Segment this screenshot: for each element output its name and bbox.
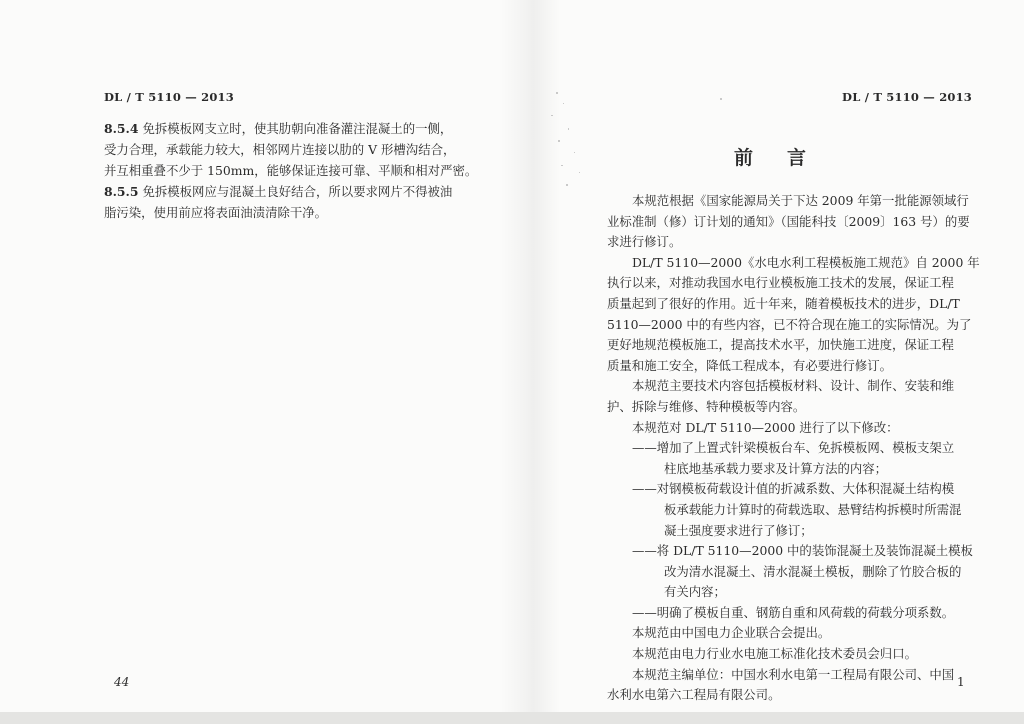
preface-line: DL/T 5110—2000《水电水利工程模板施工规范》自 2000 年 <box>632 254 980 270</box>
clause-line: 8.5.5 免拆模板网应与混凝土良好结合，所以要求网片不得被油 <box>104 184 453 199</box>
preface-line: 本规范对 DL/T 5110—2000 进行了以下修改： <box>632 419 899 435</box>
preface-line: 护、拆除与维修、特种模板等内容。 <box>607 398 806 414</box>
running-head-right: DL / T 5110 — 2013 <box>842 90 972 104</box>
clause-line: 受力合理，承载能力较大，相邻网片连接以肋的 V 形槽沟结合， <box>104 142 456 157</box>
preface-line: 板承载能力计算时的荷载选取、悬臂结构拆模时所需混 <box>664 501 962 517</box>
left-page-body <box>104 118 478 223</box>
right-page <box>512 0 1024 712</box>
preface-line: 执行以来，对推动我国水电行业模板施工技术的发展，保证工程 <box>607 275 954 291</box>
running-head-left: DL / T 5110 — 2013 <box>104 90 234 104</box>
preface-line: 更好地规范模板施工，提高技术水平，加快施工进度，保证工程 <box>607 337 954 353</box>
preface-line: 水利水电第六工程局有限公司。 <box>607 687 781 703</box>
preface-body <box>607 191 987 706</box>
preface-line: 本规范根据《国家能源局关于下达 2009 年第一批能源领域行 <box>632 193 969 208</box>
preface-line: 本规范主编单位：中国水利水电第一工程局有限公司、中国 <box>632 666 955 682</box>
preface-line: 求进行修订。 <box>607 234 682 250</box>
clause-line: 并互相重叠不少于 150mm，能够保证连接可靠、平顺和相对严密。 <box>104 163 478 178</box>
preface-line: 本规范主要技术内容包括模板材料、设计、制作、安装和维 <box>632 378 955 394</box>
preface-line: 有关内容； <box>664 584 726 600</box>
scan-bottom-edge <box>0 712 1024 724</box>
preface-line: ——对钢模板荷载设计值的折减系数、大体积混凝土结构模 <box>632 481 955 497</box>
preface-line: ——明确了模板自重、钢筋自重和风荷载的荷载分项系数。 <box>632 604 955 620</box>
page-number-right: 1 <box>957 675 965 689</box>
clause-number: 8.5.4 <box>104 121 139 136</box>
preface-line: 本规范由中国电力企业联合会提出。 <box>632 625 831 641</box>
preface-line: 柱底地基承载力要求及计算方法的内容； <box>664 460 888 476</box>
page-number-left: 44 <box>114 675 130 689</box>
preface-line: 质量和施工安全，降低工程成本，有必要进行修订。 <box>607 357 892 373</box>
clause-line: 8.5.4 免拆模板网支立时，使其肋朝向准备灌注混凝土的一侧， <box>104 121 453 136</box>
preface-line: ——将 DL/T 5110—2000 中的装饰混凝土及装饰混凝土模板 <box>632 543 973 559</box>
preface-line: 本规范由电力行业水电施工标准化技术委员会归口。 <box>632 646 917 662</box>
preface-line: 5110—2000 中的有些内容，已不符合现在施工的实际情况。为了 <box>607 316 972 332</box>
preface-line: ——增加了上置式针梁模板台车、免拆模板网、模板支架立 <box>632 440 955 456</box>
preface-line: 业标准制（修）订计划的通知》（国能科技〔2009〕163 号）的要 <box>607 213 970 229</box>
preface-line: 质量起到了很好的作用。近十年来，随着模板技术的进步，DL/T <box>607 295 960 311</box>
preface-line: 凝土强度要求进行了修订； <box>664 522 813 538</box>
preface-line: 改为清水混凝土、清水混凝土模板，删除了竹胶合板的 <box>664 563 962 579</box>
preface-title: 前 言 <box>734 147 807 169</box>
clause-number: 8.5.5 <box>104 184 139 199</box>
left-page <box>0 0 512 712</box>
clause-line: 脂污染，使用前应将表面油渍清除干净。 <box>104 205 328 220</box>
